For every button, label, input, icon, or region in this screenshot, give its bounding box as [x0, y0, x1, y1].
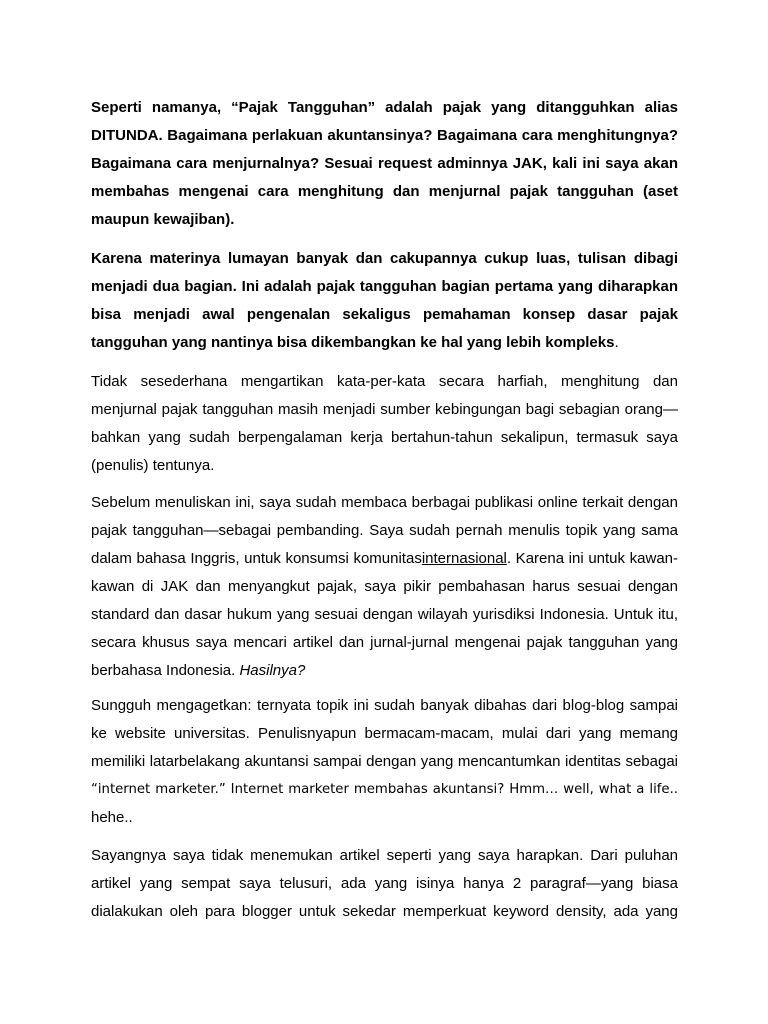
- text-line: Seperti namanya, “Pajak Tangguhan” adalah pajak yang ditangguhkan alias: [91, 99, 678, 116]
- text-line: (penulis) tentunya.: [91, 457, 215, 474]
- text-line: Karena materinya lumayan banyak dan cakupannya cukup luas, tulisan dibagi: [91, 250, 678, 267]
- text-line: hehe..: [91, 809, 133, 826]
- text-line: kawan di JAK dan menyangkut pajak, saya pikir pembahasan harus sesuai dengan: [91, 578, 678, 595]
- text-line: DITUNDA. Bagaimana perlakuan akuntansinya? Bagaimana cara menghitungnya?: [91, 127, 678, 144]
- text-line: [91, 546, 678, 572]
- text-line: bahkan yang sudah berpengalaman kerja bertahun-tahun sekalipun, termasuk saya: [91, 429, 678, 446]
- text-line: Tidak sesederhana mengartikan kata-per-kata secara harfiah, menghitung dan: [91, 373, 678, 390]
- text-line: secara khusus saya mencari artikel dan jurnal-jurnal mengenai pajak tangguhan yang: [91, 634, 678, 651]
- emphasis-text: Hasilnya?: [239, 662, 306, 679]
- text-line: Sayangnya saya tidak menemukan artikel seperti yang saya harapkan. Dari puluhan: [91, 847, 678, 864]
- internasional-link[interactable]: internasional: [421, 550, 507, 567]
- text-line: menjurnal pajak tangguhan masih menjadi sumber kebingungan bagi sebagian orang—: [91, 401, 678, 418]
- text-line: dialakukan oleh para blogger untuk sekedar memperkuat keyword density, ada yang: [91, 903, 678, 920]
- text-line: artikel yang sempat saya telusuri, ada yang isinya hanya 2 paragraf—yang biasa: [91, 875, 678, 892]
- text-line: membahas mengenai cara menghitung dan menjurnal pajak tangguhan (aset: [91, 183, 678, 200]
- text-line: maupun kewajiban).: [91, 211, 235, 228]
- text-line: memiliki latarbelakang akuntansi sampai dengan yang mencantumkan identitas sebagai: [91, 753, 678, 770]
- text-line: “internet marketer.” Internet marketer membahas akuntansi? Hmm… well, what a life..: [91, 782, 678, 797]
- text-line: bisa menjadi awal pengenalan sekaligus pemahaman konsep dasar pajak: [91, 306, 678, 323]
- text-line: menjadi dua bagian. Ini adalah pajak tangguhan bagian pertama yang diharapkan: [91, 278, 678, 295]
- text-segment: berbahasa Indonesia.: [91, 662, 236, 679]
- text-segment: . Karena ini untuk kawan-: [506, 550, 679, 567]
- text-line: standard dan dasar hukum yang sesuai dengan wilayah yurisdiksi Indonesia. Untuk itu,: [91, 606, 678, 623]
- text-line: Sungguh mengagetkan: ternyata topik ini sudah banyak dibahas dari blog-blog sampai: [91, 697, 678, 714]
- trailing-period: .: [614, 334, 619, 351]
- text-line-bold: tangguhan yang nantinya bisa dikembangkan ke hal yang lebih kompleks: [91, 334, 615, 351]
- text-line: Bagaimana cara menjurnalnya? Sesuai request adminnya JAK, kali ini saya akan: [91, 155, 678, 172]
- text-line: Sebelum menuliskan ini, saya sudah membaca berbagai publikasi online terkait dengan: [91, 494, 678, 511]
- text-line: ke website universitas. Penulisnyapun bermacam-macam, mulai dari yang memang: [91, 725, 678, 742]
- text-segment: dalam bahasa Inggris, untuk konsumsi komunitas: [91, 550, 422, 567]
- text-line: [91, 330, 678, 356]
- text-line: pajak tangguhan—sebagai pembanding. Saya sudah pernah menulis topik yang sama: [91, 522, 678, 539]
- text-line: [91, 658, 678, 684]
